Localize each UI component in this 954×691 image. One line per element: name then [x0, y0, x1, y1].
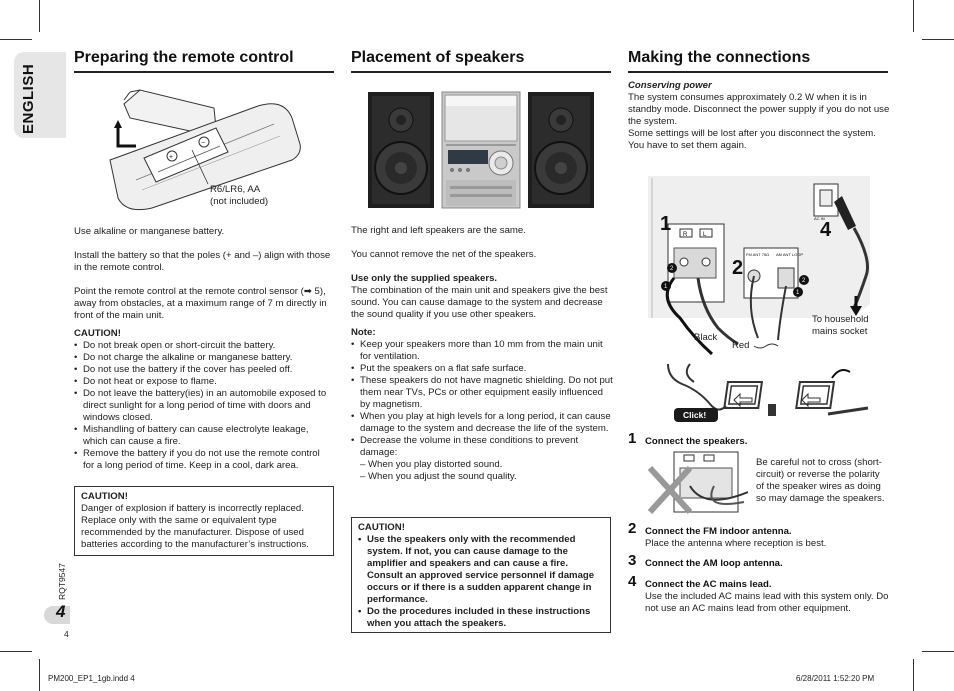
- battery-note: (not included): [210, 196, 269, 207]
- callout-2: 2: [802, 278, 806, 284]
- crop-mark: [913, 659, 914, 691]
- diagram-step-2: 2: [732, 257, 744, 279]
- stereo-system-photo: [366, 90, 596, 210]
- caution-heading: CAUTION!: [74, 328, 121, 339]
- note-item: • Decrease the volume in these conditions to prevent damage:: [351, 435, 613, 459]
- box-heading: CAUTION!: [81, 491, 128, 502]
- callout-1: 1: [796, 290, 800, 296]
- crop-mark: [913, 0, 914, 32]
- footer-datetime: 6/28/2011 1:52:20 PM: [796, 674, 875, 683]
- fm-antenna: [668, 364, 726, 410]
- speakers-text: [351, 225, 613, 483]
- callout-1: 1: [664, 284, 668, 290]
- callout-2: 2: [670, 266, 674, 272]
- fm-label: FM ANT 75Ω: [746, 252, 770, 257]
- battery-label: [210, 184, 268, 208]
- svg-text:+: +: [169, 154, 174, 161]
- box-item: • Do the procedures included in these instructions when you attach the speakers.: [358, 606, 604, 630]
- section-title-connections: Making the connections: [628, 49, 811, 66]
- remote-battery-illustration: [96, 84, 316, 214]
- speakers-paragraph: You cannot remove the net of the speakers.: [351, 249, 537, 260]
- socket-label-2: mains socket: [812, 326, 868, 337]
- step-title: Connect the speakers.: [645, 436, 748, 447]
- caution-item: • Do not use the battery if the cover has peeled off.: [74, 364, 332, 376]
- step-title: Connect the AC mains lead.: [645, 579, 772, 590]
- spk-l-label: L: [703, 232, 707, 238]
- crop-mark: [0, 39, 32, 40]
- conserving-text: The system consumes approximately 0.2 W when it is in standby mode. Disconnect the power supply if you do not use the system.: [628, 92, 890, 127]
- arrow-icon: ➡: [303, 286, 312, 297]
- click-label: Click!: [683, 410, 707, 420]
- note-subitem: – When you play distorted sound.: [360, 459, 503, 470]
- step-title: Connect the FM indoor antenna.: [645, 526, 792, 537]
- left-speaker: [368, 92, 434, 208]
- step-title: Connect the AM loop antenna.: [645, 558, 783, 569]
- section-rule: [628, 71, 888, 73]
- am-label: AM ANT LOOP: [776, 252, 804, 257]
- step-body: Place the antenna where reception is best.: [645, 538, 827, 549]
- wrong-wiring-illustration: [644, 450, 748, 518]
- remote-p3-pre: Point the remote control at the remote control sensor (: [74, 286, 304, 297]
- step-number: 4: [628, 573, 637, 590]
- section-title-speakers: Placement of speakers: [351, 49, 525, 66]
- spk-r-label: R: [683, 232, 688, 238]
- conserving-power: [628, 80, 890, 152]
- section-rule: [351, 71, 611, 73]
- note-item: • These speakers do not have magnetic shielding. Do not put them near TVs, PCs or other equipment easily influenced by magnetism.: [351, 375, 613, 411]
- connection-diagram: [628, 168, 900, 430]
- box-text: Danger of explosion if battery is incorrectly replaced. Replace only with the same or equivalent type recommended by the manufacturer. Dispose of used batteries according to the manufacturer’s instructions.: [81, 503, 309, 550]
- page-badge-number: 4: [56, 602, 66, 621]
- remote-paragraph: Install the battery so that the poles (+ and –) align with those in the remote control.: [74, 250, 331, 273]
- section-rule: [74, 71, 334, 73]
- document-code: RQT9547: [57, 563, 67, 600]
- caution-item: • Do not charge the alkaline or manganese battery.: [74, 352, 332, 364]
- diagram-step-4: 4: [820, 219, 832, 241]
- conserving-text: Some settings will be lost after you disconnect the system. You have to set them again.: [628, 128, 876, 151]
- note-item: • When you play at high levels for a long period, it can cause damage to the system and decrease the life of the system.: [351, 411, 613, 435]
- remote-p3-post: 5), away from obstacles, at a maximum range of 7 m directly in front of the main unit.: [74, 286, 327, 321]
- remote-paragraph: [74, 286, 332, 322]
- note-subitem: – When you adjust the sound quality.: [360, 471, 517, 482]
- main-unit: [442, 92, 520, 208]
- supplied-speakers-heading: Use only the supplied speakers.: [351, 273, 498, 284]
- footer-file: PM200_EP1_1gb.indd 4: [48, 674, 135, 683]
- caution-item: • Do not break open or short-circuit the battery.: [74, 340, 332, 352]
- box-item: • Use the speakers only with the recommended system. If not, you can cause damage to the amplifier and speakers and can cause a fire. Consult an approved service personnel if damage occurs or if there is a sudden apparent change in performance.: [358, 534, 604, 606]
- page-number: 4: [64, 629, 69, 639]
- crop-mark: [39, 659, 40, 691]
- conserving-heading: Conserving power: [628, 80, 712, 91]
- battery-caution-box: [74, 486, 334, 556]
- remote-text: [74, 226, 332, 472]
- note-item: • Put the speakers on a flat safe surface.: [351, 363, 613, 375]
- step-number: 1: [628, 430, 637, 447]
- svg-text:−: −: [201, 140, 206, 147]
- black-label: Black: [694, 332, 718, 343]
- section-title-remote: Preparing the remote control: [74, 49, 294, 66]
- speakers-paragraph: The right and left speakers are the same.: [351, 225, 526, 236]
- step-number: 2: [628, 520, 637, 537]
- caution-item: • Do not heat or expose to flame.: [74, 376, 332, 388]
- note-heading: Note:: [351, 327, 376, 338]
- crop-mark: [922, 39, 954, 40]
- red-label: Red: [732, 340, 750, 351]
- box-heading: CAUTION!: [358, 522, 405, 533]
- language-label: ENGLISH: [20, 63, 37, 134]
- step-body: Use the included AC mains lead with this system only. Do not use an AC mains lead from other equipment.: [645, 591, 889, 614]
- speakers-caution-box: [351, 517, 611, 633]
- caution-item: • Do not leave the battery(ies) in an automobile exposed to direct sunlight for a long period of time with doors and windows closed.: [74, 388, 332, 424]
- socket-label-1: To household: [812, 314, 869, 325]
- caution-item: • Mishandling of battery can cause electrolyte leakage, which can cause a fire.: [74, 424, 332, 448]
- crop-mark: [922, 651, 954, 652]
- diagram-step-1: 1: [660, 213, 672, 235]
- crop-mark: [39, 0, 40, 32]
- wiring-warning: Be careful not to cross (short-circuit) or reverse the polarity of the speaker wires as doing so may damage the speakers.: [756, 457, 885, 504]
- caution-item: • Remove the battery if you do not use the remote control for a long period of time. Keep in a cool, dark area.: [74, 448, 332, 472]
- note-item: • Keep your speakers more than 10 mm from the main unit for ventilation.: [351, 339, 613, 363]
- step-number: 3: [628, 552, 637, 569]
- right-speaker: [528, 92, 594, 208]
- crop-mark: [0, 651, 32, 652]
- ac-label: AC IN: [814, 216, 825, 221]
- supplied-speakers-text: The combination of the main unit and speakers give the best sound. You can cause damage to the system and decrease the sound quality if you use other speakers.: [351, 285, 608, 320]
- remote-paragraph: Use alkaline or manganese battery.: [74, 226, 225, 237]
- battery-type: R6/LR6, AA: [210, 184, 261, 195]
- am-loop-antenna-stand: [796, 370, 868, 414]
